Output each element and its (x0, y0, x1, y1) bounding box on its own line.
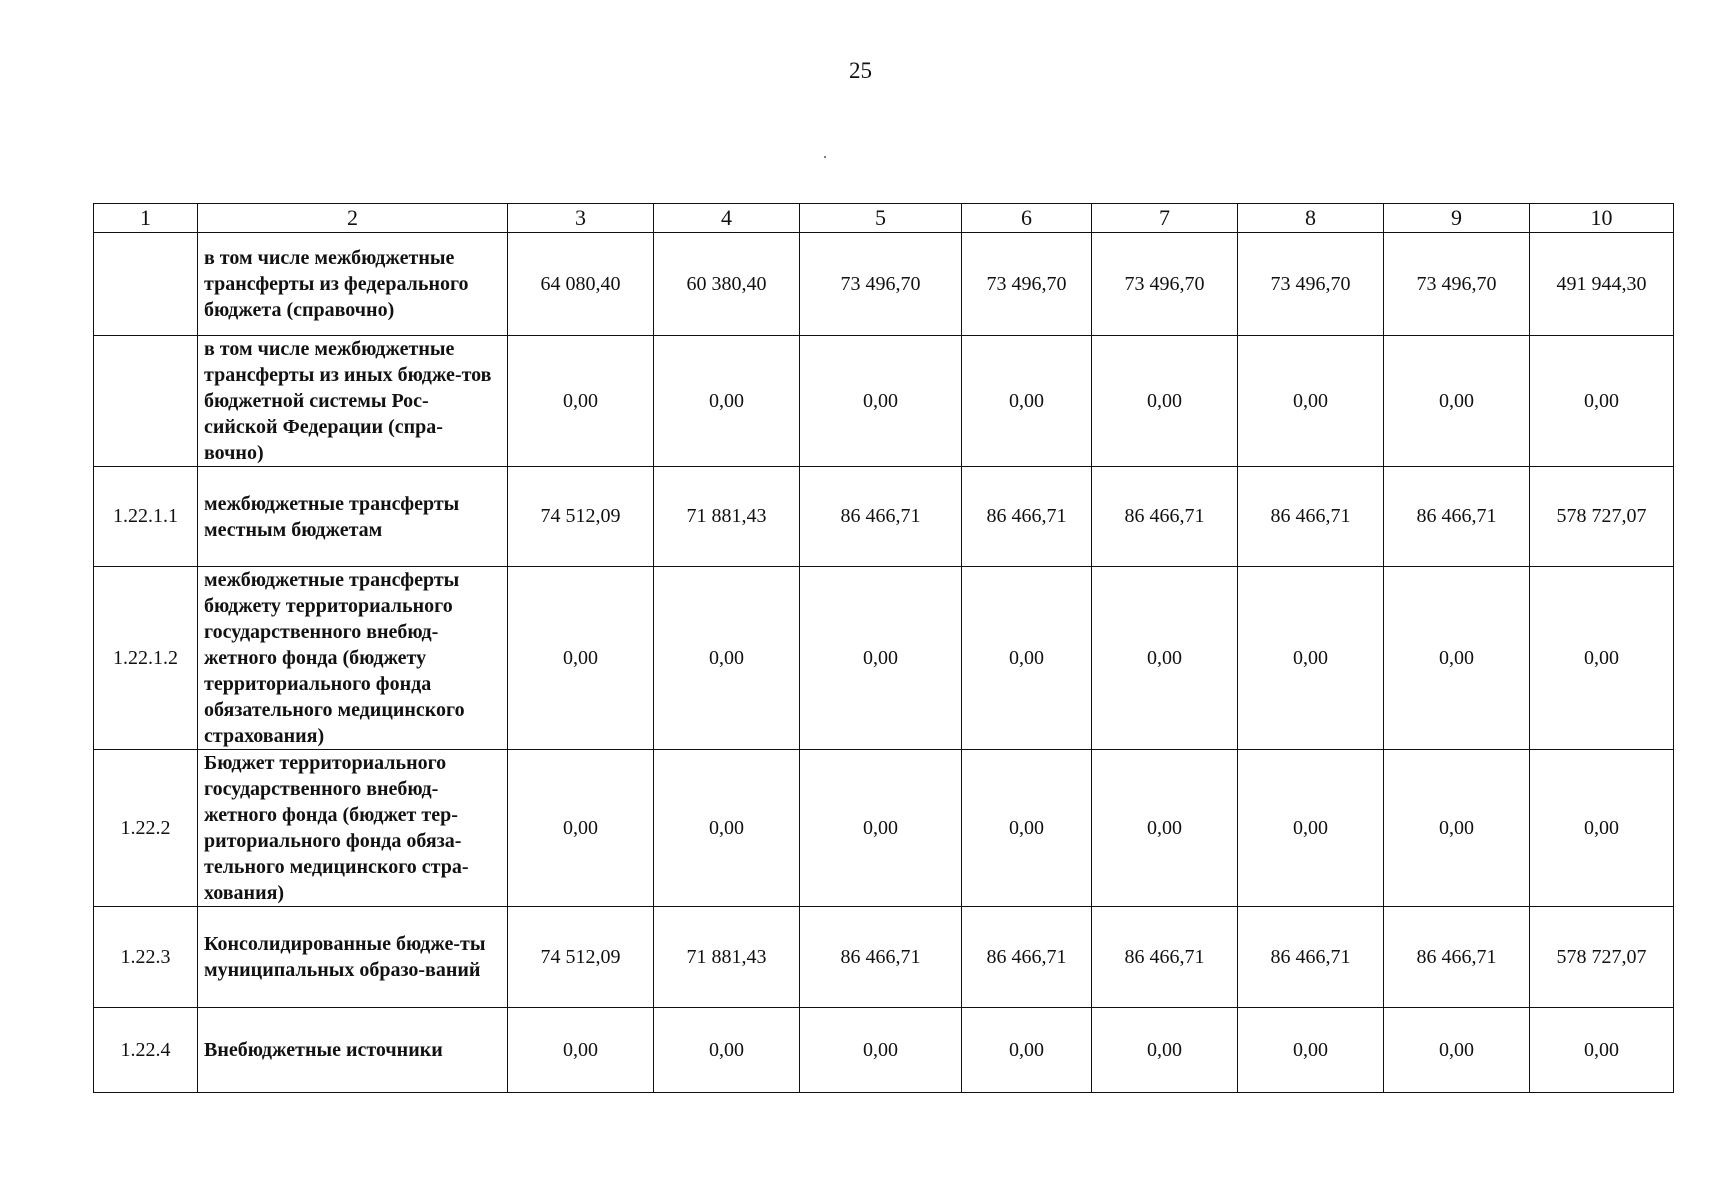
row-value: 0,00 (1530, 336, 1674, 467)
row-value: 0,00 (1530, 1008, 1674, 1093)
row-value: 86 466,71 (800, 467, 962, 567)
column-number-row (94, 204, 1674, 233)
row-value: 0,00 (508, 750, 654, 907)
row-code (94, 233, 198, 336)
column-header: 2 (198, 204, 508, 233)
row-value: 0,00 (508, 567, 654, 750)
table-row (94, 1008, 1674, 1093)
table-row (94, 336, 1674, 467)
row-value: 0,00 (1238, 336, 1384, 467)
row-value: 86 466,71 (1384, 907, 1530, 1008)
row-value: 74 512,09 (508, 907, 654, 1008)
row-value: 578 727,07 (1530, 907, 1674, 1008)
row-value: 0,00 (1384, 750, 1530, 907)
row-code (94, 336, 198, 467)
row-code: 1.22.3 (94, 907, 198, 1008)
row-code: 1.22.4 (94, 1008, 198, 1093)
row-value: 73 496,70 (800, 233, 962, 336)
row-value: 0,00 (1384, 1008, 1530, 1093)
row-value: 0,00 (654, 567, 800, 750)
row-value: 0,00 (508, 336, 654, 467)
row-value: 0,00 (962, 750, 1092, 907)
column-header: 9 (1384, 204, 1530, 233)
row-value: 60 380,40 (654, 233, 800, 336)
row-value: 0,00 (1092, 750, 1238, 907)
row-value: 0,00 (1530, 750, 1674, 907)
row-value: 0,00 (654, 1008, 800, 1093)
row-value: 64 080,40 (508, 233, 654, 336)
row-value: 0,00 (962, 1008, 1092, 1093)
row-value: 86 466,71 (1384, 467, 1530, 567)
row-code: 1.22.1.2 (94, 567, 198, 750)
row-value: 73 496,70 (1092, 233, 1238, 336)
row-name: межбюджетные трансферты местным бюджетам (198, 467, 508, 567)
row-name: межбюджетные трансферты бюджету территориального государственного внебюд-жетного фонда (бюджету территориального фонда обязательного медицинского страхования) (198, 567, 508, 750)
row-value: 0,00 (654, 336, 800, 467)
table-row (94, 467, 1674, 567)
row-value: 0,00 (1238, 750, 1384, 907)
row-value: 71 881,43 (654, 467, 800, 567)
row-value: 74 512,09 (508, 467, 654, 567)
row-name: Консолидированные бюдже-ты муниципальных образо-ваний (198, 907, 508, 1008)
row-code: 1.22.2 (94, 750, 198, 907)
row-value: 0,00 (1530, 567, 1674, 750)
row-value: 86 466,71 (1238, 467, 1384, 567)
column-header: 1 (94, 204, 198, 233)
row-value: 86 466,71 (1092, 907, 1238, 1008)
row-value: 73 496,70 (1238, 233, 1384, 336)
table-row (94, 567, 1674, 750)
row-value: 0,00 (1092, 336, 1238, 467)
row-value: 0,00 (1092, 567, 1238, 750)
column-header: 4 (654, 204, 800, 233)
row-value: 0,00 (1384, 567, 1530, 750)
row-value: 0,00 (800, 567, 962, 750)
row-value: 0,00 (508, 1008, 654, 1093)
row-value: 0,00 (1238, 567, 1384, 750)
column-header: 8 (1238, 204, 1384, 233)
row-value: 86 466,71 (1092, 467, 1238, 567)
row-value: 0,00 (1238, 1008, 1384, 1093)
row-value: 491 944,30 (1530, 233, 1674, 336)
row-value: 86 466,71 (1238, 907, 1384, 1008)
table-row (94, 750, 1674, 907)
column-header: 6 (962, 204, 1092, 233)
table-row (94, 907, 1674, 1008)
row-value: 0,00 (1092, 1008, 1238, 1093)
row-value: 0,00 (654, 750, 800, 907)
page-number: 25 (849, 58, 872, 83)
row-value: 0,00 (962, 336, 1092, 467)
row-name: в том числе межбюджетные трансферты из иных бюдже-тов бюджетной системы Рос-сийской Федерации (спра-вочно) (198, 336, 508, 467)
column-header: 5 (800, 204, 962, 233)
column-header: 3 (508, 204, 654, 233)
row-name: Внебюджетные источники (198, 1008, 508, 1093)
budget-table (93, 203, 1674, 1093)
row-value: 86 466,71 (962, 907, 1092, 1008)
row-value: 86 466,71 (800, 907, 962, 1008)
row-code: 1.22.1.1 (94, 467, 198, 567)
row-value: 0,00 (962, 567, 1092, 750)
row-value: 86 466,71 (962, 467, 1092, 567)
column-header: 7 (1092, 204, 1238, 233)
row-value: 73 496,70 (1384, 233, 1530, 336)
row-value: 71 881,43 (654, 907, 800, 1008)
row-value: 0,00 (1384, 336, 1530, 467)
row-value: 578 727,07 (1530, 467, 1674, 567)
scan-artifact-dot (824, 156, 826, 158)
table-row (94, 233, 1674, 336)
row-value: 0,00 (800, 750, 962, 907)
row-value: 0,00 (800, 336, 962, 467)
row-name: Бюджет территориального государственного внебюд-жетного фонда (бюджет тер-риториального фонда обяза-тельного медицинского стра-хования) (198, 750, 508, 907)
column-header: 10 (1530, 204, 1674, 233)
row-value: 73 496,70 (962, 233, 1092, 336)
row-value: 0,00 (800, 1008, 962, 1093)
row-name: в том числе межбюджетные трансферты из федерального бюджета (справочно) (198, 233, 508, 336)
